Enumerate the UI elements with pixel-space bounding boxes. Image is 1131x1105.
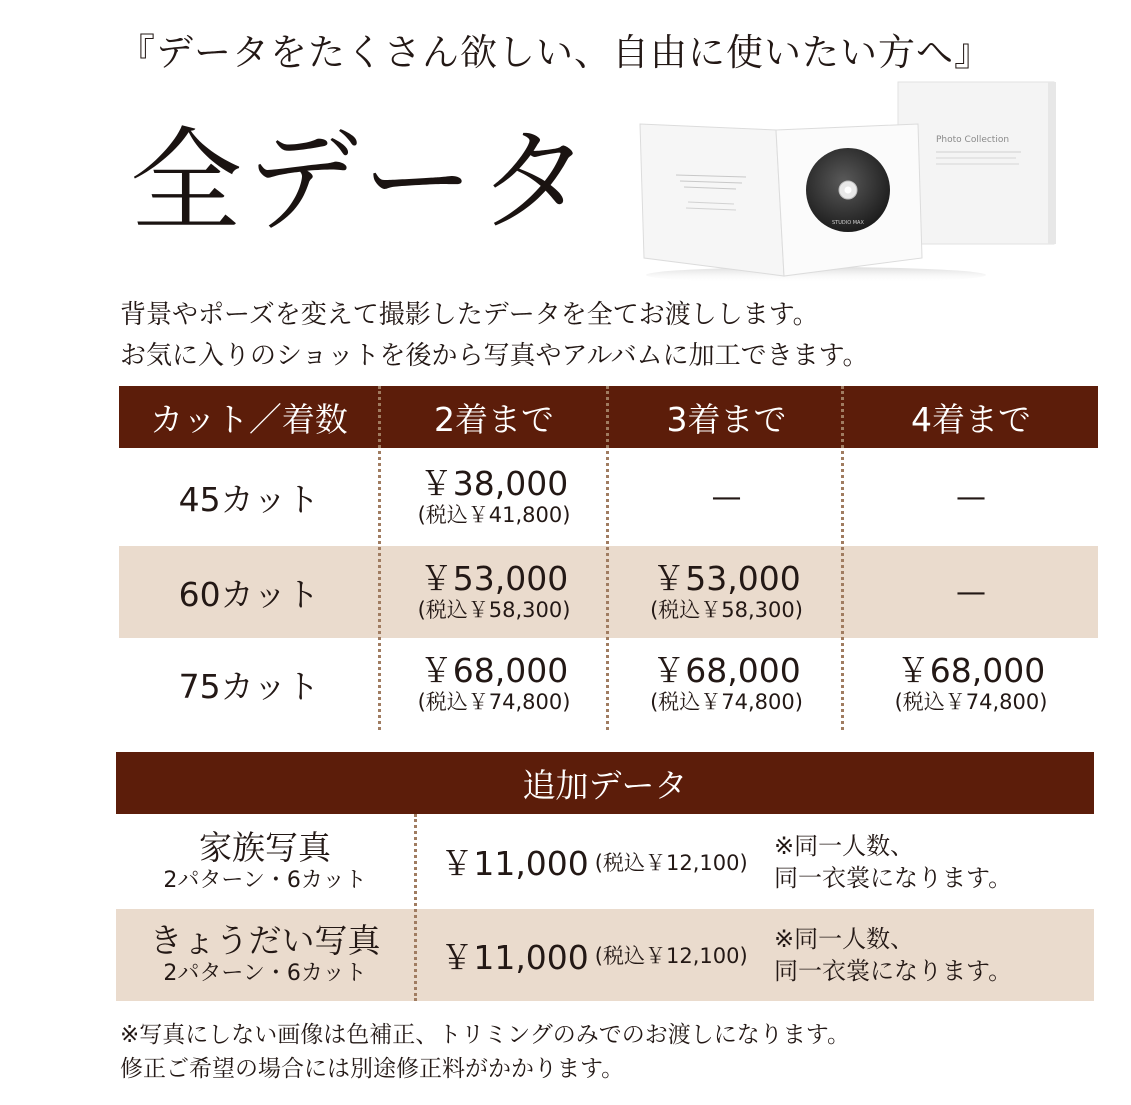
price: ￥11,000: [440, 844, 589, 883]
price-cell: [609, 448, 844, 546]
additional-data-table: [116, 752, 1094, 1001]
note-line: 同一衣裳になります。: [774, 957, 1013, 985]
additional-data-title: 追加データ: [522, 765, 688, 805]
price-cell: [844, 448, 1098, 546]
cover-text: Photo Collection: [936, 135, 1010, 145]
price-cell: [379, 638, 609, 730]
item-name: 家族写真: [199, 827, 331, 867]
footnote-line: 修正ご希望の場合には別途修正料がかかります。: [120, 1056, 625, 1082]
tax-price: (税込￥58,300): [417, 598, 571, 622]
price-cell: [609, 638, 844, 730]
price-cell: [379, 448, 609, 546]
tax-price: (税込￥12,100): [594, 944, 748, 968]
price-cell: [379, 546, 609, 638]
price-cell: [609, 546, 844, 638]
price: ￥68,000: [896, 651, 1046, 690]
price: ￥53,000: [419, 559, 569, 598]
price: ￥11,000: [440, 937, 589, 977]
tax-price: (税込￥74,800): [650, 690, 803, 714]
page-title: 全データ: [130, 117, 594, 247]
column-divider: [414, 814, 417, 1001]
tax-price: (税込￥74,800): [894, 690, 1048, 714]
description: [120, 295, 1020, 377]
item-pattern: 2パターン・6カット: [163, 961, 367, 986]
price: ￥68,000: [419, 651, 569, 690]
disc-label: STUDIO MAX: [832, 220, 864, 226]
additional-data-header: [116, 752, 1094, 814]
header-cut-count: カット／着数: [150, 399, 348, 439]
price-cell: [844, 546, 1098, 638]
note-line: ※同一人数、: [774, 831, 915, 860]
header-3-outfits: 3着まで: [666, 399, 787, 439]
tax-price: (税込￥12,100): [594, 850, 748, 875]
description-line: お気に入りのショットを後から写真やアルバムに加工できます。: [120, 341, 869, 371]
price-cell: [414, 814, 774, 909]
column-divider: [841, 386, 844, 730]
note-line: 同一衣裳になります。: [774, 863, 1013, 892]
table-row: [116, 814, 1094, 909]
not-available: —: [711, 479, 742, 515]
tax-price: (税込￥74,800): [417, 690, 571, 714]
page-subtitle: 『データをたくさん欲しい、自由に使いたい方へ』: [118, 31, 992, 74]
item-cell: [116, 814, 414, 909]
note-cell: [774, 909, 1094, 1001]
tax-price: (税込￥41,800): [417, 503, 571, 527]
price: ￥38,000: [419, 464, 569, 503]
price: ￥68,000: [652, 651, 801, 690]
not-available: —: [956, 574, 986, 610]
not-available: —: [956, 479, 986, 515]
column-divider: [606, 386, 609, 730]
header-4-outfits: 4着まで: [911, 399, 1031, 439]
table-row: [116, 909, 1094, 1001]
cut-label: 45カット: [178, 479, 320, 519]
header-2-outfits: 2着まで: [434, 399, 554, 439]
description-line: 背景やポーズを変えて撮影したデータを全てお渡しします。: [120, 300, 819, 330]
price-cell: [414, 909, 774, 1001]
note-cell: [774, 814, 1094, 909]
price-table: [119, 386, 1098, 730]
item-name: きょうだい写真: [149, 921, 381, 960]
price-cell: [844, 638, 1098, 730]
item-pattern: 2パターン・6カット: [163, 867, 367, 893]
column-divider: [378, 386, 381, 730]
footnote-line: ※写真にしない画像は色補正、トリミングのみでのお渡しになります。: [120, 1022, 850, 1048]
cut-label: 75カット: [178, 666, 320, 706]
price: ￥53,000: [652, 559, 801, 598]
cut-label: 60カット: [178, 574, 320, 614]
item-cell: [116, 909, 414, 1001]
note-line: ※同一人数、: [774, 925, 915, 953]
product-image: [636, 80, 1076, 290]
footnote: [120, 1018, 850, 1086]
tax-price: (税込￥58,300): [650, 598, 803, 622]
